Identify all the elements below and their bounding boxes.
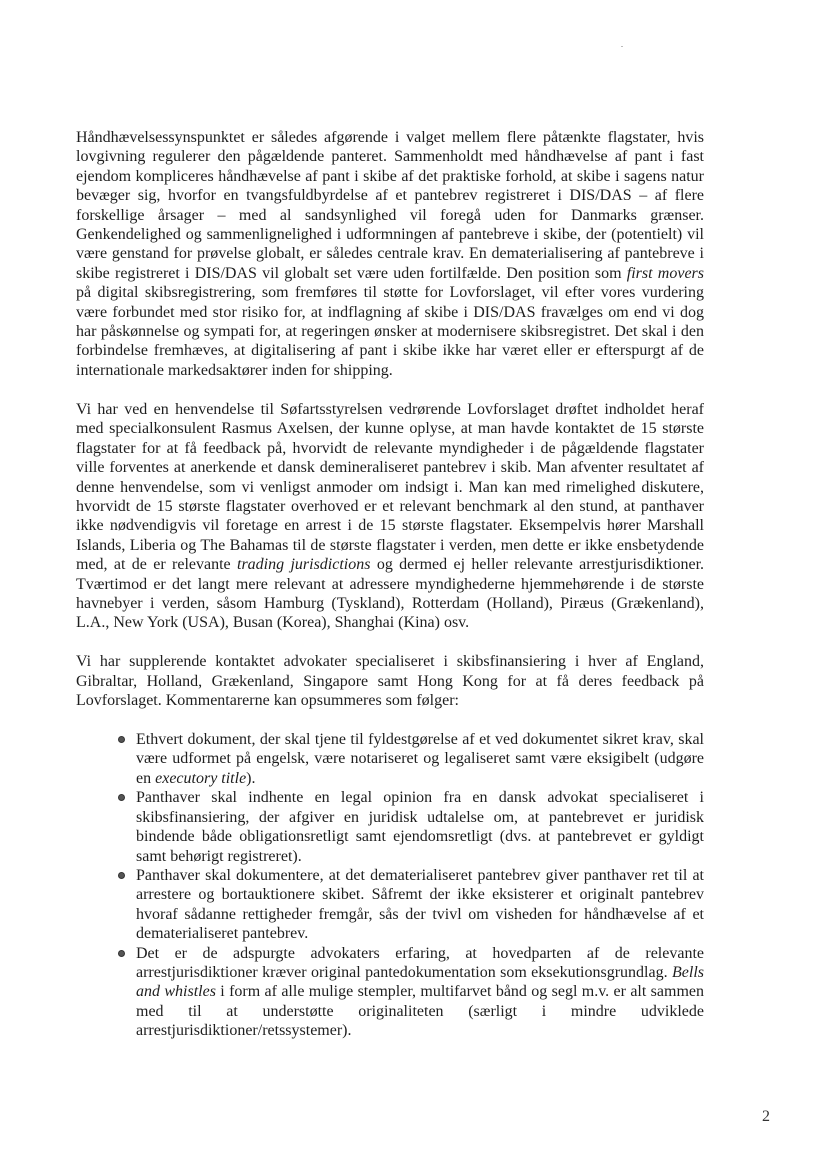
bullet-dot-icon xyxy=(118,872,125,879)
body-paragraph xyxy=(76,128,704,380)
italic-term: trading jurisdictions xyxy=(237,556,371,574)
italic-term: executory title xyxy=(155,769,247,787)
text-run: Det er de adspurgte advokaters erfaring, at hovedparten af de relevante arrestjurisdiktioner kræver original pantedokumentation som eksekutionsgrundlag. xyxy=(136,944,704,981)
italic-term: first movers xyxy=(626,264,704,282)
text-run: i form af alle mulige stempler, multifarvet bånd og segl m.v. er alt sammen med til at understøtte originaliteten (særligt i mindre udviklede arrestjurisdiktioner/retssystemer). xyxy=(136,983,704,1040)
document-body xyxy=(76,128,704,1041)
text-run: Håndhævelsessynspunktet er således afgørende i valget mellem flere påtænkte flagstater, hvis lovgivning regulerer den pågældende panteret. Sammenholdt med håndhævelse af pant i fast ejendom kompliceres håndhævelse af pant i skibe af det praktiske forhold, at skibe i sagens natur bevæger sig, hvorfor en tvangsfuldbyrdelse af et pantebrev registreret i DIS/DAS – af flere forskellige årsager – med al sandsynlighed vil foregå uden for Danmarks grænser. Genkendelighed og sammenlignelighed i udformningen af pantebreve i skibe, der (potentielt) vil være genstand for prøvelse globalt, er således centrale krav. En dematerialisering af pantebreve i skibe registreret i DIS/DAS vil globalt set være uden fortilfælde. Den position som xyxy=(76,129,704,282)
italic-term: Bells and whistles xyxy=(136,963,704,1001)
page-number: 2 xyxy=(762,1108,770,1125)
scan-artifact xyxy=(621,46,623,47)
body-paragraph xyxy=(76,652,704,710)
bullet-item xyxy=(136,730,704,788)
text-run: på digital skibsregistrering, som fremføres til støtte for Lovforslaget, vil efter vores vurdering være forbundet med stor risiko for, at indflagning af skibe i DIS/DAS fravælges om end vi dog har påskønnelse og sympati for, at regeringen ønsker at modernisere skibsregistret. Det skal i den forbindelse fremhæves, at digitalisering af pant i skibe ikke har været eller er efterspurgt af de internationale markedsaktører inden for shipping. xyxy=(76,284,704,379)
paragraphs xyxy=(76,128,704,711)
bullet-dot-icon xyxy=(118,950,125,957)
text-run: Ethvert dokument, der skal tjene til fyldestgørelse af et ved dokumentet sikret krav, skal være udformet på engelsk, være notariseret og legaliseret samt være eksigibelt (udgøre en xyxy=(136,731,704,787)
text-run: Panthaver skal dokumentere, at det dematerialiseret pantebrev giver panthaver ret til at arrestere og bortauktionere skibet. Såfremt der ikke eksisterer et originalt pantebrev hvoraf sådanne rettigheder fremgår, sås der tvivl om visheden for håndhævelse af et dematerialiseret pantebrev. xyxy=(136,866,704,943)
bullet-item xyxy=(136,944,704,1041)
comment-bullet-list xyxy=(136,730,704,1041)
text-run: og dermed ej heller relevante arrestjurisdiktioner. Tværtimod er det langt mere relevant at adressere myndighederne hjemmehørende i de største havnebyer i verden, såsom Hamburg (Tyskland), Rotterdam (Holland), Piræus (Grækenland), L.A., New York (USA), Busan (Korea), Shanghai (Kina) osv. xyxy=(76,556,705,632)
bullet-dot-icon xyxy=(118,736,125,743)
text-run: Panthaver skal indhente en legal opinion fra en dansk advokat specialiseret i skibsfinansiering, der afgiver en juridisk udtalelse om, at pantebrevet er juridisk bindende både obligationsretligt samt ejendomsretligt (dvs. at pantebrevet er gyldigt samt behørigt registreret). xyxy=(136,789,704,865)
bullet-item xyxy=(136,788,704,866)
text-run: Vi har ved en henvendelse til Søfartsstyrelsen vedrørende Lovforslaget drøftet indholdet heraf med specialkonsulent Rasmus Axelsen, der kunne oplyse, at man havde kontaktet de 15 største flagstater for at få feedback på, hvorvidt de relevante myndigheder i de pågældende flagstater ville forventes at anerkende et dansk demineraliseret pantebrev i skib. Man afventer resultatet af denne henvendelse, som vi venligst anmoder om indsigt i. Man kan med rimelighed diskutere, hvorvidt de 15 største flagstater overhoved er et relevant benchmark al den stund, at panthaver ikke nødvendigvis vil foretage en arrest i de 15 største flagstater. Eksempelvis hører Marshall Islands, Liberia og The Bahamas til de største flagstater i verden, men dette er ikke ensbetydende med, at de er relevante xyxy=(76,400,704,574)
body-paragraph xyxy=(76,400,704,633)
text-run: Vi har supplerende kontaktet advokater specialiseret i skibsfinansiering i hver af England, Gibraltar, Holland, Grækenland, Singapore samt Hong Kong for at få deres feedback på Lovforslaget. Kommentarerne kan opsummeres som følger: xyxy=(76,653,704,710)
text-run: ). xyxy=(246,769,256,787)
bullet-item xyxy=(136,866,704,944)
bullet-dot-icon xyxy=(118,794,125,801)
